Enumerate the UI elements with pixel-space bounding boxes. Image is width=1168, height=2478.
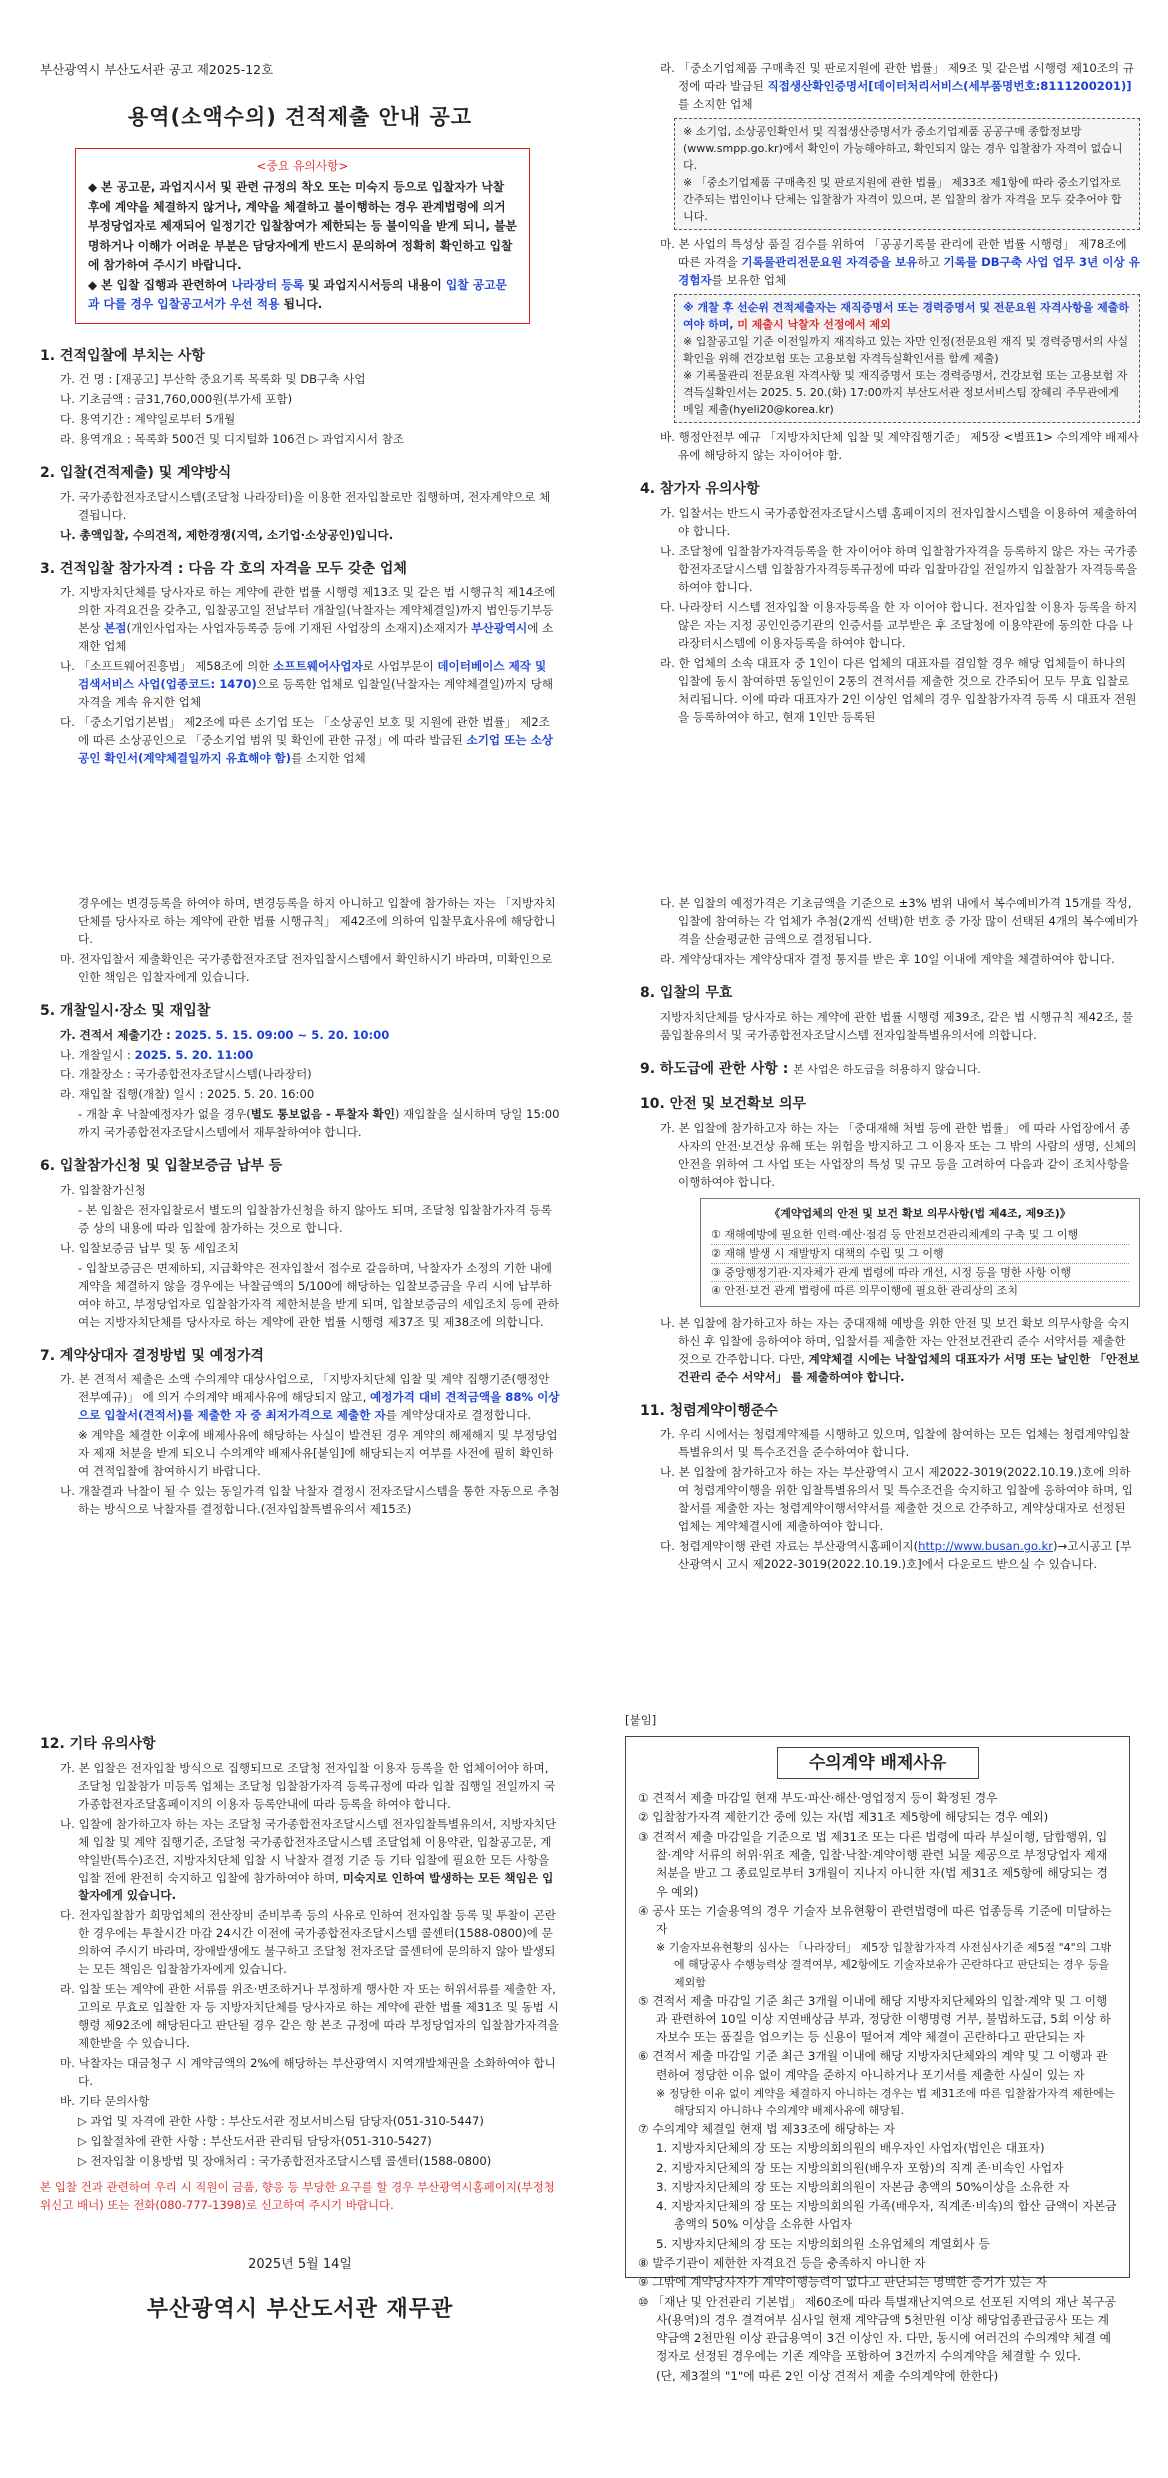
notice-heading: <중요 유의사항> [256,158,349,173]
section-6-title: 6. 입찰참가신청 및 입찰보증금 납부 등 [40,1158,283,1175]
s10-duty-box [700,1198,1140,1307]
s12-item-c: 다. 전자입찰참가 희망업체의 전산장비 준비부족 등의 사유로 인하여 전자입찰 등록 및 투찰이 곤란한 경우에는 투찰시간 마감 24시간 이전에 국가종합전자조달시스템 콜센터(1588-0800)에 문의하여 주시기 바라며, 장애발생에도 불구하고 조달청 전자조달 콜센터에 문의하지 않아 발생되는 모든 책임은 입찰참가자에게 있습니다. [60,1908,556,1977]
section-10-title: 10. 안전 및 보건확보 의무 [640,1096,807,1113]
s10-item-b: 나. 본 입찰에 참가하고자 하는 자는 중대재해 예방을 위한 안전 및 보건 확보 의무사항을 숙지하신 후 입찰에 응하여야 하며, 입찰서를 제출한 자는 안전보건관리 준수 서약서를 제출한 것으로 간주합니다. 다만, 계약체결 시에는 낙찰업체의 대표자가 서명 또는 날인한 「안전보건관리 준수 서약서」 를 제출하여야 합니다. [660,1315,1140,1384]
exclusion-item: ⑥ 견적서 제출 마감일 기준 최근 3개월 이내에 해당 지방자치단체와의 계약 및 그 이행과 관련하여 정당한 이유 없이 계약을 준하지 아니하거나 포기서를 제출한 사실이 있는 자 [638,2049,1108,2082]
s6-item-b1: - 입찰보증금은 면제하되, 지급확약은 전자입찰서 접수로 갈음하며, 낙찰자가 소정의 기한 내에 계약을 체결하지 않을 경우에는 낙찰금액의 5/100에 해당하는 입찰보증금을 우리 시에 납부하여야 하고, 부정당업자로 입찰참가자격 제한처분을 받게 되며, 입찰보증금의 세입조치 등에 관하여는 지방자치단체를 당사자로 하는 계약에 관한 법률 시행령 제37조 및 제38조에 의합니다. [78,1260,560,1329]
s7-note: ※ 계약을 체결한 이후에 배제사유에 해당하는 사실이 발견된 경우 계약의 해제해지 및 부정당업자 제재 처분을 받게 되오니 수의계약 배제사유[붙임]에 해당되는지 여부를 사전에 필히 확인하여 견적입찰에 참여하시기 바랍니다. [78,1428,558,1479]
s3-item-d: 라. 「중소기업제품 구매촉진 및 판로지원에 관한 법률」 제9조 및 같은법 시행령 제10조의 규정에 따라 발급된 직접생산확인증명서[데이터처리서비스(세부품명번호:8111200201)]를 소지한 업체 [660,61,1135,111]
exclusion-item: ⑦ 수의계약 체결일 현재 법 제33조에 해당하는 자 [638,2122,895,2137]
exclusion-item: ⑧ 발주기관이 제한한 자격요건 등을 충족하지 아니한 자 [638,2256,926,2271]
exclusion-subitem: 3. 지방자치단체의 장 또는 지방의회의원이 자본금 총액의 50%이상을 소유한 자 [656,2179,1070,2194]
s3-note-box-2 [674,294,1140,423]
s6-item-a: 가. 입찰참가신청 [60,1183,146,1198]
s4-item-a: 가. 입찰서는 반드시 국가종합전자조달시스템 홈페이지의 전자입찰시스템을 이용하여 제출하여야 합니다. [660,506,1138,539]
s12-item-a: 가. 본 입찰은 전자입찰 방식으로 집행되므로 조달청 전자입찰 이용자 등록을 한 업체이어야 하며, 조달청 입찰참가 미등록 업체는 조달청 입찰참가자격 등록규정에 따라 입찰 집행일 전일까지 국가종합전자조달홈페이지의 이용자 등록안내에 따라 등록을 하여야 합니다. [60,1760,556,1811]
s12-item-f: 바. 기타 문의사항 [60,2094,150,2109]
s4-item-d: 라. 한 업체의 소속 대표자 중 1인이 다른 업체의 대표자를 겸임할 경우 해당 업체들이 하나의 입찰에 동시 참여하면 동일인이 2통의 견적서를 제출한 것으로 간주되어 모두 무효 입찰로 처리됩니다. 이에 따라 대표자가 2인 이상인 업체의 경우 입찰참가자격 등록 시 대표자 전원을 등록하여야 하고, 현재 1인만 등록된 [660,655,1137,724]
page2-left-column [40,895,560,1521]
s10-box-item: ① 재해예방에 필요한 인력·예산·점검 등 안전보건관리체계의 구축 및 그 이행 [711,1226,1129,1245]
s3-note-3: ※ 개찰 후 선순위 견적제출자는 재직증명서 또는 경력증명서 및 전문요원 자격사항을 제출하여야 하며, 미 제출시 낙찰자 선정에서 제외 [683,301,1129,332]
s7-item-d: 라. 계약상대자는 계약상대자 결정 통지를 받은 후 10일 이내에 계약을 체결하여야 합니다. [660,951,1115,966]
section-4-title: 4. 참가자 유의사항 [640,481,760,498]
s3-item-c: 다. 「중소기업기본법」 제2조에 따른 소기업 또는 「소상공인 보호 및 지원에 관한 법률」 제2조에 따른 소상공인으로 「중소기업 범위 및 확인에 관한 규정」에 따라 발급된 소기업 또는 소상공인 확인서(계약체결일까지 유효해야 함)를 소지한 업체 [60,715,553,766]
s3-item-f: 바. 행정안전부 예규 「지방자치단체 입찰 및 계약집행기준」 제5장 <별표1> 수의계약 배제사유에 해당하지 않는 자이어야 함. [660,430,1139,463]
section-2-title: 2. 입찰(견적제출) 및 계약방식 [40,465,232,482]
exclusion-item: ⑤ 견적서 제출 마감일 기준 최근 3개월 이내에 해당 지방자치단체와의 입찰·계약 및 그 이행과 관련하여 10일 이상 지연배상금 부과, 정당한 이행명령 거부, 불법하도급, 5회 이상 하자보수 또는 품질을 업으키는 등 신용이 떨어져 계약 체결이 곤란하다고 판단되는 자 [638,1993,1111,2045]
s5-item-d: 라. 재입찰 집행(개찰) 일시 : 2025. 5. 20. 16:00 [60,1087,315,1102]
s7-item-c: 다. 본 입찰의 예정가격은 기초금액을 기준으로 ±3% 범위 내에서 복수예비가격 15개를 작성, 입찰에 참여하는 각 업체가 추첨(2개씩 선택)한 번호 중 가장 많이 선택된 4개의 복수예비가격을 산술평균한 금액으로 결정됩니다. [660,896,1139,946]
exclusion-item: ⑩ 「재난 및 안전관리 기본법」 제60조에 따라 특별재난지역으로 선포된 지역의 재난 복구공사(용역)의 경우 결격여부 심사일 현재 계약금액 5천만원 이상 해당업종관급공사 또는 계약금액 2천만원 이상 관급용역이 3건 이상인 자. 다만, 동시에 여러건의 수의계약 체결 예정자로 선정된 경우에는 기존 계약을 포함하여 3건까지 수의계약을 체결할 수 있다. [638,2294,1116,2364]
important-notice-box [75,148,530,324]
s10-box-item: ③ 중앙행정기관·지자체가 관계 법령에 따라 개선, 시정 등을 명한 사항 이행 [711,1264,1129,1283]
s5-item-c: 다. 개찰장소 : 국가종합전자조달시스템(나라장터) [60,1067,312,1082]
s4-item-e: 마. 전자입찰서 제출확인은 국가종합전자조달 전자입찰시스템에서 확인하시기 바라며, 미확인으로 인한 책임은 입찰자에게 있습니다. [60,951,553,984]
s7-item-b: 나. 개찰결과 낙찰이 될 수 있는 동일가격 입찰 낙찰자 결정시 전자조달시스템을 통한 자동으로 추첨하는 방식으로 낙찰자를 결정합니다.(전자입찰특별유의서 제15조) [60,1484,560,1517]
section-11-title: 11. 청렴계약이행준수 [640,1402,778,1419]
section-7-title: 7. 계약상대자 결정방법 및 예정가격 [40,1347,264,1364]
exclusion-subitem: 1. 지방자치단체의 장 또는 지방의회의원의 배우자인 사업자(법인은 대표자) [656,2141,1045,2156]
contact-item: ▷ 입찰절차에 관한 사항 : 부산도서관 관리팀 담당자(051-310-5427) [78,2134,432,2149]
section-5-title: 5. 개찰일시·장소 및 재입찰 [40,1002,211,1019]
exclusion-note: (단, 제3절의 "1"에 따른 2인 이상 견적서 제출 수의계약에 한한다) [656,2368,999,2383]
s3-note-2: ※ 「중소기업제품 구매촉진 및 판로지원에 관한 법률」 제33조 제1항에 따라 중소기업자로 간주되는 법인이나 단체는 입찰참가 자격이 있으며, 본 입찰의 참가 자격을 모두 갖추어야 합니다. [683,176,1122,224]
s3-note-box-1 [674,118,1140,230]
s3-note-1: ※ 소기업, 소상공인확인서 및 직접생산증명서가 중소기업제품 공공구매 종합정보망(www.smpp.go.kr)에서 확인이 가능해야하고, 확인되지 않는 경우 입찰참가 자격이 없습니다. [683,124,1123,172]
section-12-title: 12. 기타 유의사항 [40,1736,156,1752]
exclusion-item: ① 견적서 제출 마감일 현재 부도·파산·해산·영업정지 등이 확정된 경우 [638,1791,998,1806]
page-title: 용역(소액수의) 견적제출 안내 공고 [127,105,473,130]
s8-body: 지방자치단체를 당사자로 하는 계약에 관한 법률 시행령 제39조, 같은 법 시행규칙 제42조, 물품입찰유의서 및 국가종합전자조달시스템 전자입찰특별유의서에 의합니다. [660,1009,1134,1042]
issue-date: 2025년 5월 14일 [248,2256,352,2272]
s11-item-c: 다. 청렴계약이행 관련 자료는 부산광역시홈페이지(http://www.busan.go.kr)→고시공고 [부산광역시 고시 제2022-3019(2022.10.19.)호]에서 다운로드 받으실 수 있습니다. [660,1539,1132,1572]
exclusion-item: ④ 공사 또는 기술용역의 경우 기술자 보유현황이 관련법령에 따른 업종등록 기준에 미달하는 자 [638,1903,1112,1937]
notice-line-2: ◆ 본 입찰 집행과 관련하여 나라장터 등록 및 과업지시서등의 내용이 입찰 공고문과 다를 경우 입찰공고서가 우선 적용 됩니다. [88,277,507,312]
s5-item-a: 가. 견적서 제출기간 : 2025. 5. 15. 09:00 ~ 5. 20. 10:00 [60,1027,390,1042]
attachment-title: 수의계약 배제사유 [777,1747,979,1779]
section-9-title: 9. 하도급에 관한 사항 : 본 사업은 하도급을 허용하지 않습니다. [640,1060,981,1077]
s3-item-a: 가. 지방자치단체를 당사자로 하는 계약에 관한 법률 시행령 제13조 및 같은 법 시행규칙 제14조에 의한 자격요건을 갖추고, 입찰공고일 전날부터 개찰일(낙찰자는 계약체결일)까지 법인등기부등본상 본점(개인사업자는 사업자등록증 등에 기재된 사업장의 소재지)소재지가 부산광역시에 소재한 업체 [60,585,556,654]
s7-item-a: 가. 본 견적서 제출은 소액 수의계약 대상사업으로, 「지방자치단체 입찰 및 계약 집행기준(행정안전부예규)」 에 의거 수의계약 배제사유에 해당되지 않고, 예정가격 대비 견적금액을 88% 이상으로 입찰서(견적서)를 제출한 자 중 최저가격으로 제출한 자를 계약상대자로 결정합니다. [60,1372,560,1423]
page3-left-column [40,1720,560,2327]
s2-item-a: 가. 국가종합전자조달시스템(조달청 나라장터)을 이용한 전자입찰로만 집행하며, 전자계약으로 체결됩니다. [60,489,551,522]
s4-item-b: 나. 조달청에 입찰참가자격등록을 한 자이어야 하며 입찰참가자격을 등록하지 않은 자는 국가종합전자조달시스템 입찰참가자격등록규정에 따라 입찰마감일 전일까지 입찰참가 자격등록을 하여야 합니다. [660,543,1138,594]
s10-item-a: 가. 본 입찰에 참가하고자 하는 자는 「중대재해 처벌 등에 관한 법률」 에 따라 사업장에서 종사자의 안전·보건상 유해 또는 위험을 방지하고 그 이용자 또는 그 밖의 사람의 생명, 신체의 안전을 위하여 그 사업 또는 사업장의 특성 및 규모 등을 고려하여 다음과 같이 조치사항을 이행하여야 합니다. [660,1120,1137,1189]
s5-item-b: 나. 개찰일시 : 2025. 5. 20. 11:00 [60,1047,254,1062]
attachment-column [625,1712,1130,2383]
exclusion-subitem: 2. 지방자치단체의 장 또는 지방의회의원(배우자 포함)의 직계 존·비속인 사업자 [656,2160,1064,2175]
busan-homepage-link[interactable]: http://www.busan.go.kr [918,1539,1054,1554]
s6-item-b: 나. 입찰보증금 납부 및 동 세입조치 [60,1240,239,1255]
section-3-title: 3. 견적입찰 참가자격 : 다음 각 호의 자격을 모두 갖춘 업체 [40,560,407,577]
s2-item-b: 나. 총액입찰, 수의견적, 제한경쟁(지역, 소기업·소상공인)입니다. [60,527,394,542]
exclusion-note: ※ 정당한 이유 없이 계약을 체결하지 아니하는 경우는 법 제31조에 따른 입찰참가자격 제한에는 해당되지 아니하나 수의계약 배제사유에 해당됨. [656,2086,1115,2117]
s11-item-a: 가. 우리 시에서는 청렴계약제를 시행하고 있으며, 입찰에 참여하는 모든 업체는 청렴계약입찰특별유의서 및 특수조건을 준수하여야 합니다. [660,1427,1130,1460]
contact-item: ▷ 과업 및 자격에 관한 사항 : 부산도서관 정보서비스팀 담당자(051-310-5447) [78,2114,484,2129]
doc-number: 부산광역시 부산도서관 공고 제2025-12호 [40,62,274,77]
notice-line-1: ◆ 본 공고문, 과업지시서 및 관련 규정의 착오 또는 미숙지 등으로 입찰자가 낙찰 후에 계약을 체결하지 않거나, 계약을 체결하고 불이행하는 경우 관계법령에 의거 부정당업자로 제재되어 일정기간 입찰참여가 제한되는 등 불이익을 받게 되니, 불분명하거나 이해가 어려운 부분은 담당자에게 반드시 문의하여 정확히 확인하고 입찰에 참가하여 주시기 바랍니다. [88,180,517,273]
section-1-title: 1. 견적입찰에 부치는 사항 [40,347,205,364]
s4-item-c: 다. 나라장터 시스템 전자입찰 이용자등록을 한 자 이어야 합니다. 전자입찰 이용자 등록을 하지 않은 자는 지정 공인인증기관의 인증서를 교부받은 후 조달청에 이용약관에 동의한 다음 나라장터시스템에 이용자등록을 하여야 합니다. [660,599,1138,650]
section-8-title: 8. 입찰의 무효 [640,984,733,1001]
s12-item-e: 마. 낙찰자는 대금청구 시 계약금액의 2%에 해당하는 부산광역시 지역개발채권을 소화하여야 합니다. [60,2056,556,2089]
exclusion-note: ※ 기술자보유현황의 심사는 「나라장터」 제5장 입찰참가자격 사전심사기준 제5절 "4"의 그밖에 해당공사 수행능력상 결격여부, 제2항에도 기술자보유가 곤란하다고 판단되는 경우 등을 제외함 [656,1941,1112,1989]
report-notice: 본 입찰 건과 관련하여 우리 시 직원이 금품, 향응 등 부당한 요구를 할 경우 부산광역시홈페이지(부정청위신고 배너) 또는 전화(080-777-1398)로 신고하여 주시기 바랍니다. [40,2180,555,2212]
attachment-box [625,1736,1130,2383]
signature: 부산광역시 부산도서관 재무관 [146,2296,454,2322]
s1-item-b: 나. 기초금액 : 금31,760,000원(부가세 포함) [60,392,293,407]
exclusion-item: ⑨ 그밖에 계약당사자가 계약이행능력이 없다고 판단되는 명백한 증거가 있는 자 [638,2275,1047,2290]
page2-right-column [640,895,1140,1576]
attachment-label: [붙임] [625,1713,657,1727]
exclusion-subitem: 4. 지방자치단체의 장 또는 지방의회의원 가족(배우자, 직계존·비속)의 합산 금액이 자본금 총액의 50% 이상을 소유한 사업자 [656,2199,1117,2232]
s10-box-item: ② 재해 발생 시 재발방지 대책의 수립 및 그 이행 [711,1245,1129,1264]
exclusion-subitem: 5. 지방자치단체의 장 또는 지방의회의원 소유업체의 계열회사 등 [656,2236,990,2251]
s3-item-b: 나. 「소프트웨어진흥법」 제58조에 의한 소프트웨어사업자로 사업부문이 데이터베이스 제작 및 검색서비스 사업(업종코드: 1470)으로 등록한 업체로 입찰일(낙찰자는 계약체결일)까지 당해 자격을 계속 유지한 업체 [60,659,554,710]
s12-item-b: 나. 입찰에 참가하고자 하는 자는 조달청 국가종합전자조달시스템 전자입찰특별유의서, 지방자치단체 입찰 및 계약 집행기준, 조달청 국가종합전자조달시스템 조달업체 이용약관, 입찰공고문, 계약일반(특수)조건, 지방자치단체 입찰 시 낙찰자 결정 기준 등 기타 입찰에 필요한 모든 사항을 입찰 전에 완전히 숙지하고 입찰에 참가하여야 하며, 미숙지로 인하여 발생하는 모든 책임은 입찰자에게 있습니다. [60,1816,557,1903]
s1-item-d: 라. 용역개요 : 목록화 500건 및 디지털화 106건 ▷ 과업지시서 참조 [60,432,405,447]
exclusion-item: ③ 견적서 제출 마감일을 기준으로 법 제31조 또는 다른 법령에 따라 부실이행, 담합행위, 입찰·계약 서류의 허위·위조 제출, 입찰·낙찰·계약이행 관련 뇌물 제공으로 부정당업자 제재 처분을 받고 그 종료일로부터 3개월이 지나지 아니한 자(법 제31조 제5항에 해당되는 경우 예외) [638,1829,1108,1899]
s12-item-d: 라. 입찰 또는 계약에 관한 서류를 위조·변조하거나 부정하게 행사한 자 또는 허위서류를 제출한 자, 고의로 무효로 입찰한 자 등 지방자치단체를 당사자로 하는 계약에 관한 법률 제31조 및 동법 시행령 제92조에 해당된다고 판단될 경우 같은 항 본조 규정에 따라 부정당업자의 입찰참가자격을 제한받을 수 있습니다. [60,1982,559,2051]
s6-item-a1: - 본 입찰은 전자입찰로서 별도의 입찰참가신청을 하지 않아도 되며, 조달청 입찰참가자격 등록증 상의 내용에 따라 입찰에 참가하는 것으로 합니다. [78,1203,552,1235]
s4-item-d-continued: 경우에는 변경등록을 하여야 하며, 변경등록을 하지 아니하고 입찰에 참가하는 자는 「지방자치단체를 당사자로 하는 계약에 관한 법률 시행규칙」 제42조에 의하여 입찰무효사유에 해당합니다. [78,896,556,946]
s5-item-e: - 개찰 후 낙찰예정자가 없을 경우(별도 통보없음 - 투찰자 확인) 재입찰을 실시하며 당일 15:00까지 국가종합전자조달시스템에서 재투찰하여야 합니다. [78,1107,560,1140]
contact-item: ▷ 전자입찰 이용방법 및 장애처리 : 국가종합전자조달시스템 콜센터(1588-0800) [78,2154,492,2169]
page1-right-column [640,60,1140,729]
s10-box-item: ④ 안전·보건 관계 법령에 따른 의무이행에 필요한 관리상의 조치 [711,1284,1018,1298]
s1-item-c: 다. 용역기간 : 계약일로부터 5개월 [60,412,236,427]
page1-left-column [40,60,560,770]
s3-note-4: ※ 입찰공고일 기준 이전일까지 재직하고 있는 자만 인정(전문요원 재직 및 경력증명서의 사실 확인을 위해 건강보험 또는 고용보험 자격득실확인서를 함께 제출) [683,335,1129,366]
s1-item-a: 가. 건 명 : [재공고] 부산학 중요기록 목록화 및 DB구축 사업 [60,372,366,387]
s11-item-b: 나. 본 입찰에 참가하고자 하는 자는 부산광역시 고시 제2022-3019(2022.10.19.)호에 의하여 청렴계약이행을 위한 입찰특별유의서 및 특수조건을 숙지하고 입찰에 응하여야 하며, 입찰서를 제출한 자는 청렴계약이행서약서를 제출한 것으로 간주하고, 계약상대자로 선정된 업체는 계약체결시에 제출하여야 합니다. [660,1465,1133,1534]
s3-item-e: 마. 본 사업의 특성상 품질 검수를 위하여 「공공기록물 관리에 관한 법률 시행령」 제78조에 따른 자격을 기록물관리전문요원 자격증을 보유하고 기록물 DB구축 사업 업무 3년 이상 유경험자를 보유한 업체 [660,237,1140,288]
s3-note-5: ※ 기록물관리 전문요원 자격사항 및 재직증명서 또는 경력증명서, 건강보험 또는 고용보험 자격득실확인서는 2025. 5. 20.(화) 17:00까지 부산도서관 정보서비스팀 장혜리 주무관에게 메일 제출(hyeli20@korea.kr) [683,369,1128,417]
exclusion-item: ② 입찰참가자격 제한기간 중에 있는 자(법 제31조 제5항에 해당되는 경우 예외) [638,1810,1049,1825]
s10-box-title: 《계약업체의 안전 및 보건 확보 의무사항(법 제4조, 제9조)》 [769,1206,1071,1220]
